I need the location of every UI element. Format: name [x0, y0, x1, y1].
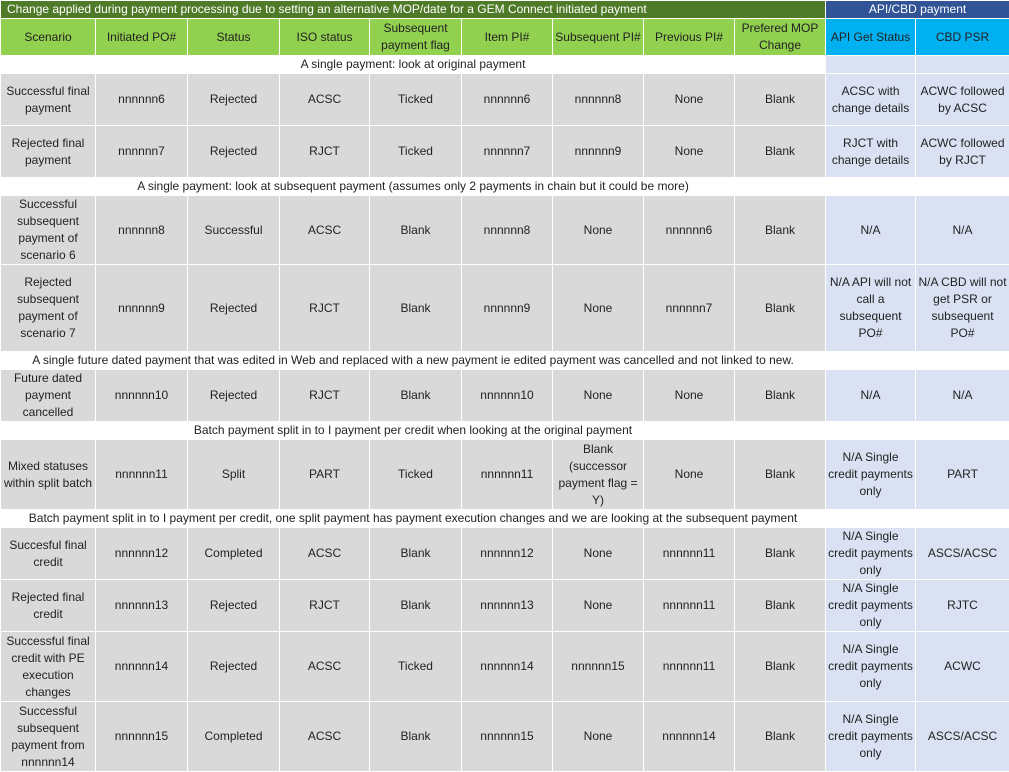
table-cell[interactable]: Rejected	[188, 632, 280, 702]
table-cell[interactable]: ACSC	[280, 528, 370, 580]
table-cell[interactable]: nnnnnn7	[644, 265, 735, 352]
table-cell[interactable]: None	[553, 580, 644, 632]
table-cell[interactable]: nnnnnn6	[96, 74, 188, 126]
header-cell[interactable]: Item PI#	[462, 19, 553, 56]
table-cell[interactable]: nnnnnn9	[553, 126, 644, 178]
table-cell[interactable]: Rejected final payment	[1, 126, 96, 178]
header-cell[interactable]: Subsequent PI#	[553, 19, 644, 56]
table-cell[interactable]: RJCT with change details	[826, 126, 916, 178]
table-cell[interactable]: nnnnnn11	[644, 580, 735, 632]
table-cell[interactable]: nnnnnn13	[96, 580, 188, 632]
table-cell[interactable]: Blank	[735, 265, 826, 352]
table-cell[interactable]: Blank	[735, 126, 826, 178]
table-cell[interactable]: Rejected	[188, 74, 280, 126]
table-cell[interactable]: Blank (successor payment flag = Y)	[553, 440, 644, 510]
table-cell[interactable]: nnnnnn8	[553, 74, 644, 126]
table-cell[interactable]: N/A Single credit payments only	[826, 528, 916, 580]
header-cell[interactable]: Previous PI#	[644, 19, 735, 56]
table-cell[interactable]: Blank	[735, 370, 826, 422]
table-cell[interactable]: Blank	[370, 370, 462, 422]
table-cell[interactable]: Blank	[735, 440, 826, 510]
table-cell[interactable]: nnnnnn12	[96, 528, 188, 580]
empty-cell[interactable]	[916, 56, 1009, 74]
table-cell[interactable]: ACSC	[280, 632, 370, 702]
header-cell[interactable]: Scenario	[1, 19, 96, 56]
header-cell[interactable]: ISO status	[280, 19, 370, 56]
table-cell[interactable]: nnnnnn11	[644, 528, 735, 580]
table-cell[interactable]: Blank	[735, 632, 826, 702]
table-row	[1, 126, 1009, 178]
table-cell[interactable]: ACSC	[280, 196, 370, 265]
table-cell[interactable]: Blank	[370, 580, 462, 632]
header-cell[interactable]: Subsequent payment flag	[370, 19, 462, 56]
table-cell[interactable]: None	[553, 370, 644, 422]
table-cell[interactable]: Completed	[188, 702, 280, 772]
sheet-title[interactable]: Change applied during payment processing due to setting an alternative MOP/date for a GEM Connect initiated payment	[1, 1, 826, 19]
table-cell[interactable]: nnnnnn9	[96, 265, 188, 352]
table-cell[interactable]: PART	[916, 440, 1009, 510]
table-cell[interactable]: Blank	[370, 265, 462, 352]
table-cell[interactable]: nnnnnn11	[644, 632, 735, 702]
section-header[interactable]: A single future dated payment that was edited in Web and replaced with a new payment ie edited payment was cancelled and not linked to new.	[1, 352, 826, 370]
table-cell[interactable]: nnnnnn12	[462, 528, 553, 580]
table-cell[interactable]: Rejected	[188, 265, 280, 352]
table-cell[interactable]: RJCT	[280, 580, 370, 632]
table-cell[interactable]: None	[644, 440, 735, 510]
table-cell[interactable]: Future dated payment cancelled	[1, 370, 96, 422]
table-cell[interactable]: Successful final payment	[1, 74, 96, 126]
table-cell[interactable]: ACSC	[280, 702, 370, 772]
table-cell[interactable]: nnnnnn10	[462, 370, 553, 422]
table-cell[interactable]: nnnnnn15	[553, 632, 644, 702]
section-header[interactable]: Batch payment split in to I payment per credit, one split payment has payment execution changes and we are looking at the subsequent payment	[1, 510, 826, 528]
table-cell[interactable]: N/A	[826, 370, 916, 422]
empty-cell[interactable]	[826, 422, 916, 440]
table-cell[interactable]: Blank	[370, 528, 462, 580]
table-cell[interactable]: nnnnnn6	[644, 196, 735, 265]
section-header[interactable]: A single payment: look at original payment	[1, 56, 826, 74]
table-cell[interactable]: Rejected	[188, 126, 280, 178]
table-cell[interactable]: nnnnnn8	[96, 196, 188, 265]
table-row	[1, 528, 1009, 580]
table-cell[interactable]: Rejected	[188, 580, 280, 632]
table-cell[interactable]: PART	[280, 440, 370, 510]
table-cell[interactable]: None	[553, 265, 644, 352]
table-cell[interactable]: ACWC followed by ACSC	[916, 74, 1009, 126]
table-cell[interactable]: N/A Single credit payments only	[826, 632, 916, 702]
table-cell[interactable]: Blank	[370, 702, 462, 772]
table-cell[interactable]: ACSC	[280, 74, 370, 126]
table-cell[interactable]: nnnnnn14	[462, 632, 553, 702]
table-cell[interactable]: Split	[188, 440, 280, 510]
empty-cell[interactable]	[826, 352, 916, 370]
table-cell[interactable]: nnnnnn11	[462, 440, 553, 510]
table-cell[interactable]: RJCT	[280, 126, 370, 178]
empty-cell[interactable]	[826, 56, 916, 74]
table-cell[interactable]: Rejected final credit	[1, 580, 96, 632]
api-cbd-group-header[interactable]: API/CBD payment	[826, 1, 1009, 19]
table-cell[interactable]: N/A Single credit payments only	[826, 440, 916, 510]
table-row	[1, 632, 1009, 702]
table-cell[interactable]: Successful	[188, 196, 280, 265]
table-row	[1, 370, 1009, 422]
table-cell[interactable]: N/A	[826, 196, 916, 265]
table-cell[interactable]: N/A Single credit payments only	[826, 580, 916, 632]
table-cell[interactable]: Rejected	[188, 370, 280, 422]
table-cell[interactable]: None	[644, 126, 735, 178]
table-cell[interactable]: Blank	[735, 702, 826, 772]
table-row	[1, 702, 1009, 772]
table-cell[interactable]: nnnnnn14	[644, 702, 735, 772]
table-cell[interactable]: Blank	[735, 196, 826, 265]
table-cell[interactable]: Blank	[735, 74, 826, 126]
table-cell[interactable]: Ticked	[370, 440, 462, 510]
empty-cell[interactable]	[916, 178, 1009, 196]
table-cell[interactable]: None	[553, 528, 644, 580]
empty-cell[interactable]	[826, 510, 916, 528]
table-cell[interactable]: nnnnnn9	[462, 265, 553, 352]
table-cell[interactable]: ASCS/ACSC	[916, 702, 1009, 772]
table-cell[interactable]: Blank	[735, 580, 826, 632]
table-cell[interactable]: nnnnnn11	[96, 440, 188, 510]
table-cell[interactable]: N/A API will not call a subsequent PO#	[826, 265, 916, 352]
table-cell[interactable]: nnnnnn14	[96, 632, 188, 702]
table-cell[interactable]: N/A	[916, 370, 1009, 422]
table-cell[interactable]: nnnnnn13	[462, 580, 553, 632]
empty-cell[interactable]	[916, 352, 1009, 370]
header-cell[interactable]: API Get Status	[826, 19, 916, 56]
header-cell[interactable]: CBD PSR	[916, 19, 1009, 56]
table-cell[interactable]: Ticked	[370, 126, 462, 178]
table-cell[interactable]: nnnnnn8	[462, 196, 553, 265]
table-row	[1, 74, 1009, 126]
header-cell[interactable]: Prefered MOP Change	[735, 19, 826, 56]
table-cell[interactable]: N/A CBD will not get PSR or subsequent PO#	[916, 265, 1009, 352]
header-cell[interactable]: Status	[188, 19, 280, 56]
table-cell[interactable]: nnnnnn15	[462, 702, 553, 772]
table-cell[interactable]: Succesful final credit	[1, 528, 96, 580]
table-cell[interactable]: Mixed statuses within split batch	[1, 440, 96, 510]
header-row	[1, 19, 1009, 56]
table-cell[interactable]: nnnnnn10	[96, 370, 188, 422]
empty-cell[interactable]	[916, 422, 1009, 440]
table-cell[interactable]: Successful subsequent payment of scenario 6	[1, 196, 96, 265]
table-cell[interactable]: nnnnnn6	[462, 74, 553, 126]
table-cell[interactable]: Ticked	[370, 632, 462, 702]
table-row	[1, 580, 1009, 632]
table-cell[interactable]: Rejected subsequent payment of scenario 7	[1, 265, 96, 352]
table-cell[interactable]: nnnnnn15	[96, 702, 188, 772]
table-cell[interactable]: None	[553, 196, 644, 265]
section-header[interactable]: A single payment: look at subsequent payment (assumes only 2 payments in chain but it could be more)	[1, 178, 826, 196]
table-cell[interactable]: Blank	[735, 528, 826, 580]
table-cell[interactable]: Completed	[188, 528, 280, 580]
table-cell[interactable]: ACSC with change details	[826, 74, 916, 126]
table-cell[interactable]: N/A	[916, 196, 1009, 265]
table-cell[interactable]: ACWC followed by RJCT	[916, 126, 1009, 178]
table-cell[interactable]: RJCT	[280, 265, 370, 352]
table-cell[interactable]: ASCS/ACSC	[916, 528, 1009, 580]
table-cell[interactable]: N/A Single credit payments only	[826, 702, 916, 772]
table-cell[interactable]: None	[553, 702, 644, 772]
table-cell[interactable]: RJCT	[280, 370, 370, 422]
empty-cell[interactable]	[826, 178, 916, 196]
section-header[interactable]: Batch payment split in to I payment per credit when looking at the original payment	[1, 422, 826, 440]
table-row	[1, 265, 1009, 352]
table-cell[interactable]: ACWC	[916, 632, 1009, 702]
table-cell[interactable]: Successful subsequent payment from nnnnnn14	[1, 702, 96, 772]
table-cell[interactable]: Ticked	[370, 74, 462, 126]
table-cell[interactable]: None	[644, 370, 735, 422]
table-cell[interactable]: Blank	[370, 196, 462, 265]
table-cell[interactable]: Successful final credit with PE execution changes	[1, 632, 96, 702]
table-cell[interactable]: nnnnnn7	[462, 126, 553, 178]
table-row	[1, 196, 1009, 265]
table-cell[interactable]: RJTC	[916, 580, 1009, 632]
header-cell[interactable]: Initiated PO#	[96, 19, 188, 56]
table-cell[interactable]: nnnnnn7	[96, 126, 188, 178]
table-row	[1, 440, 1009, 510]
empty-cell[interactable]	[916, 510, 1009, 528]
table-cell[interactable]: None	[644, 74, 735, 126]
